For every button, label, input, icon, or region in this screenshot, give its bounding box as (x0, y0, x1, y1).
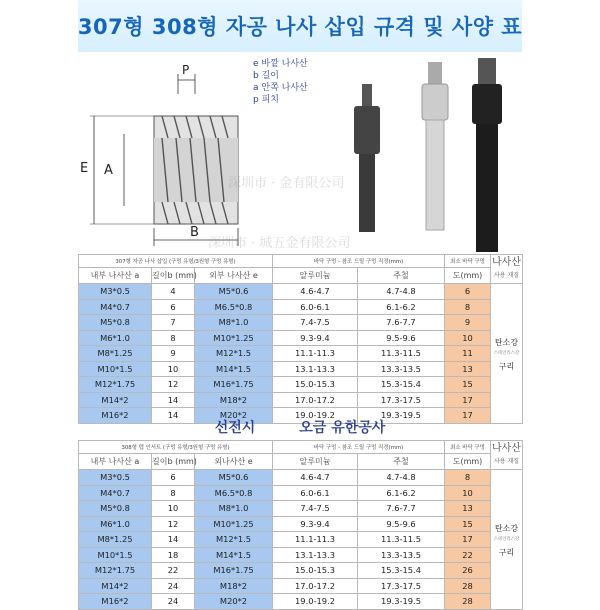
column-header: 주철 (358, 454, 445, 470)
watermark-2: 深圳市 · 城五金有限公司 (208, 236, 351, 251)
insert-cross-section-diagram (78, 54, 248, 250)
min-hole-cell: 10 (445, 485, 491, 501)
table-caption-min: 최소 바닥 구멍 (445, 441, 491, 454)
column-header: 내부 나사산 a (79, 454, 152, 470)
thread-title: 나사산 (492, 256, 521, 268)
material-stainless-steel: 스테인리스강 (493, 536, 520, 542)
outer-thread-cell: M20*2 (195, 594, 273, 610)
outer-thread-cell: M6.5*0.8 (195, 299, 273, 315)
label-e: E (80, 161, 89, 176)
table-caption-drill: 바닥 구멍 - 참조 드릴 구멍 직경(mm) (273, 255, 445, 268)
table-row (79, 330, 523, 346)
aluminum-drill-cell: 6.0-6.1 (273, 485, 358, 501)
length-cell: 24 (152, 594, 195, 610)
cast-iron-drill-cell: 7.6-7.7 (358, 501, 445, 517)
inner-thread-cell: M3*0.5 (79, 284, 152, 300)
column-header: 주철 (358, 268, 445, 284)
column-header: 길이b (mm) (152, 268, 195, 284)
aluminum-drill-cell: 13.1-13.3 (273, 547, 358, 563)
outer-thread-cell: M18*2 (195, 578, 273, 594)
cast-iron-drill-cell: 19.3-19.5 (358, 408, 445, 424)
length-cell: 22 (152, 563, 195, 579)
outer-thread-cell: M10*1.25 (195, 516, 273, 532)
length-cell: 24 (152, 578, 195, 594)
length-cell: 14 (152, 408, 195, 424)
column-header: 외나사산 e (195, 454, 273, 470)
length-cell: 6 (152, 470, 195, 486)
length-cell: 4 (152, 284, 195, 300)
table-row (79, 315, 523, 331)
inner-thread-cell: M4*0.7 (79, 299, 152, 315)
aluminum-drill-cell: 9.3-9.4 (273, 516, 358, 532)
label-a: A (104, 163, 113, 178)
table-row (79, 485, 523, 501)
inner-thread-cell: M4*0.7 (79, 485, 152, 501)
cast-iron-drill-cell: 17.3-17.5 (358, 392, 445, 408)
table-row (79, 284, 523, 300)
outer-thread-cell: M12*1.5 (195, 346, 273, 362)
column-header: 외부 나사산 e (195, 268, 273, 284)
column-header: 도(mm) (445, 454, 491, 470)
table-row (79, 516, 523, 532)
label-b: B (190, 225, 199, 240)
cast-iron-drill-cell: 13.3-13.5 (358, 547, 445, 563)
min-hole-cell: 8 (445, 470, 491, 486)
aluminum-drill-cell: 6.0-6.1 (273, 299, 358, 315)
length-cell: 14 (152, 392, 195, 408)
length-cell: 10 (152, 501, 195, 517)
outer-thread-cell: M14*1.5 (195, 361, 273, 377)
aluminum-drill-cell: 11.1-11.3 (273, 346, 358, 362)
cast-iron-drill-cell: 13.3-13.5 (358, 361, 445, 377)
table-caption: 307형 자공 나사 삽입 (구멍 유형/3원형 구멍 유형) (79, 255, 273, 268)
table-row (79, 299, 523, 315)
length-cell: 8 (152, 485, 195, 501)
page-title: 307형 308형 자공 나사 삽입 규격 및 사양 표 (77, 15, 523, 39)
material-column (491, 470, 523, 610)
cast-iron-drill-cell: 15.3-15.4 (358, 563, 445, 579)
watermark-1: 深圳市 · 金有限公司 (228, 176, 345, 191)
table-row (79, 377, 523, 393)
material-copper: 구리 (498, 547, 515, 557)
table-row (79, 532, 523, 548)
min-hole-cell: 8 (445, 299, 491, 315)
outer-thread-cell: M6.5*0.8 (195, 485, 273, 501)
material-stainless-steel: 스테인리스강 (493, 350, 520, 356)
aluminum-drill-cell: 7.4-7.5 (273, 315, 358, 331)
length-cell: 14 (152, 532, 195, 548)
cast-iron-drill-cell: 11.3-11.5 (358, 346, 445, 362)
length-cell: 8 (152, 330, 195, 346)
column-header: 도(mm) (445, 268, 491, 284)
spec-table-307 (78, 254, 523, 424)
table-row (79, 501, 523, 517)
cast-iron-drill-cell: 15.3-15.4 (358, 377, 445, 393)
thread-header (491, 255, 523, 284)
material-carbon-steel: 탄소강 (494, 337, 519, 347)
table-row (79, 547, 523, 563)
inner-thread-cell: M8*1.25 (79, 532, 152, 548)
material-copper: 구리 (498, 361, 515, 371)
table-caption: 308형 탭 인서트 (구멍 유형/3원형 구멍 유형) (79, 441, 273, 454)
min-hole-cell: 22 (445, 547, 491, 563)
cast-iron-drill-cell: 7.6-7.7 (358, 315, 445, 331)
inner-thread-cell: M5*0.8 (79, 501, 152, 517)
label-p: P (182, 63, 190, 77)
aluminum-drill-cell: 4.6-4.7 (273, 284, 358, 300)
aluminum-drill-cell: 19.0-19.2 (273, 594, 358, 610)
inner-thread-cell: M10*1.5 (79, 547, 152, 563)
aluminum-drill-cell: 7.4-7.5 (273, 501, 358, 517)
company-city: 선전시 (214, 420, 256, 436)
legend-length: b 길이 (253, 71, 279, 81)
table-caption-min: 최소 바닥 구멍 (445, 255, 491, 268)
min-hole-cell: 26 (445, 563, 491, 579)
min-hole-cell: 17 (445, 532, 491, 548)
thread-title: 나사산 (492, 442, 521, 454)
company-firm: 오금 유한공사 (299, 420, 386, 436)
outer-thread-cell: M8*1.0 (195, 501, 273, 517)
thread-header (491, 441, 523, 470)
inner-thread-cell: M8*1.25 (79, 346, 152, 362)
cast-iron-drill-cell: 4.7-4.8 (358, 284, 445, 300)
min-hole-cell: 10 (445, 330, 491, 346)
table-row (79, 594, 523, 610)
inner-thread-cell: M3*0.5 (79, 470, 152, 486)
column-header: 알루미늄 (273, 268, 358, 284)
installation-tool-1-image (340, 84, 400, 234)
length-cell: 12 (152, 516, 195, 532)
column-header: 내부 나사산 a (79, 268, 152, 284)
aluminum-drill-cell: 4.6-4.7 (273, 470, 358, 486)
length-cell: 12 (152, 377, 195, 393)
inner-thread-cell: M12*1.75 (79, 563, 152, 579)
min-hole-cell: 15 (445, 516, 491, 532)
inner-thread-cell: M14*2 (79, 578, 152, 594)
min-hole-cell: 11 (445, 346, 491, 362)
cast-iron-drill-cell: 4.7-4.8 (358, 470, 445, 486)
cast-iron-drill-cell: 6.1-6.2 (358, 485, 445, 501)
aluminum-drill-cell: 9.3-9.4 (273, 330, 358, 346)
inner-thread-cell: M10*1.5 (79, 361, 152, 377)
table-caption-row (79, 441, 523, 454)
dimension-legend (253, 58, 308, 106)
inner-thread-cell: M6*1.0 (79, 330, 152, 346)
min-hole-cell: 9 (445, 315, 491, 331)
installation-tool-2-image (410, 62, 460, 232)
min-hole-cell: 28 (445, 578, 491, 594)
spec-table-308 (78, 440, 523, 610)
diagram-area (78, 54, 522, 254)
outer-thread-cell: M16*1.75 (195, 563, 273, 579)
outer-thread-cell: M5*0.6 (195, 284, 273, 300)
aluminum-drill-cell: 19.0-19.2 (273, 408, 358, 424)
length-cell: 7 (152, 315, 195, 331)
min-hole-cell: 6 (445, 284, 491, 300)
table-header-row (79, 268, 523, 284)
min-hole-cell: 28 (445, 594, 491, 610)
outer-thread-cell: M8*1.0 (195, 315, 273, 331)
legend-outer-thread: e 바깥 나사산 (253, 59, 308, 69)
min-hole-cell: 13 (445, 361, 491, 377)
length-cell: 9 (152, 346, 195, 362)
cast-iron-drill-cell: 6.1-6.2 (358, 299, 445, 315)
installation-tool-3-image (462, 58, 512, 253)
table-caption-row (79, 255, 523, 268)
cast-iron-drill-cell: 9.5-9.6 (358, 516, 445, 532)
outer-thread-cell: M18*2 (195, 392, 273, 408)
title-banner (78, 0, 522, 52)
inner-thread-cell: M16*2 (79, 408, 152, 424)
cast-iron-drill-cell: 11.3-11.5 (358, 532, 445, 548)
outer-thread-cell: M10*1.25 (195, 330, 273, 346)
material-subtitle: 사용 재질 (493, 457, 520, 465)
column-header: 알루미늄 (273, 454, 358, 470)
table-row (79, 563, 523, 579)
table-row (79, 578, 523, 594)
aluminum-drill-cell: 15.0-15.3 (273, 563, 358, 579)
aluminum-drill-cell: 17.0-17.2 (273, 392, 358, 408)
legend-pitch: p 피치 (253, 95, 279, 105)
outer-thread-cell: M5*0.6 (195, 470, 273, 486)
table-header-row (79, 454, 523, 470)
min-hole-cell: 15 (445, 377, 491, 393)
table-row (79, 346, 523, 362)
material-subtitle: 사용 재질 (493, 271, 520, 279)
spec-sheet (77, 0, 523, 607)
legend-inner-thread: a 안쪽 나사산 (253, 83, 308, 93)
cast-iron-drill-cell: 9.5-9.6 (358, 330, 445, 346)
min-hole-cell: 17 (445, 392, 491, 408)
length-cell: 10 (152, 361, 195, 377)
column-header: 길이b (mm) (152, 454, 195, 470)
table-row (79, 361, 523, 377)
cast-iron-drill-cell: 19.3-19.5 (358, 594, 445, 610)
aluminum-drill-cell: 13.1-13.3 (273, 361, 358, 377)
min-hole-cell: 17 (445, 408, 491, 424)
min-hole-cell: 13 (445, 501, 491, 517)
company-name (78, 416, 522, 438)
aluminum-drill-cell: 15.0-15.3 (273, 377, 358, 393)
outer-thread-cell: M16*1.75 (195, 377, 273, 393)
length-cell: 6 (152, 299, 195, 315)
outer-thread-cell: M20*2 (195, 408, 273, 424)
inner-thread-cell: M14*2 (79, 392, 152, 408)
material-carbon-steel: 탄소강 (494, 523, 519, 533)
length-cell: 18 (152, 547, 195, 563)
table-caption-drill: 바닥 구멍 - 참조 드릴 구멍 직경(mm) (273, 441, 445, 454)
table-row (79, 392, 523, 408)
aluminum-drill-cell: 17.0-17.2 (273, 578, 358, 594)
material-column (491, 284, 523, 424)
outer-thread-cell: M14*1.5 (195, 547, 273, 563)
inner-thread-cell: M5*0.8 (79, 315, 152, 331)
table-row (79, 470, 523, 486)
aluminum-drill-cell: 11.1-11.3 (273, 532, 358, 548)
outer-thread-cell: M12*1.5 (195, 532, 273, 548)
inner-thread-cell: M6*1.0 (79, 516, 152, 532)
cast-iron-drill-cell: 17.3-17.5 (358, 578, 445, 594)
inner-thread-cell: M12*1.75 (79, 377, 152, 393)
inner-thread-cell: M16*2 (79, 594, 152, 610)
